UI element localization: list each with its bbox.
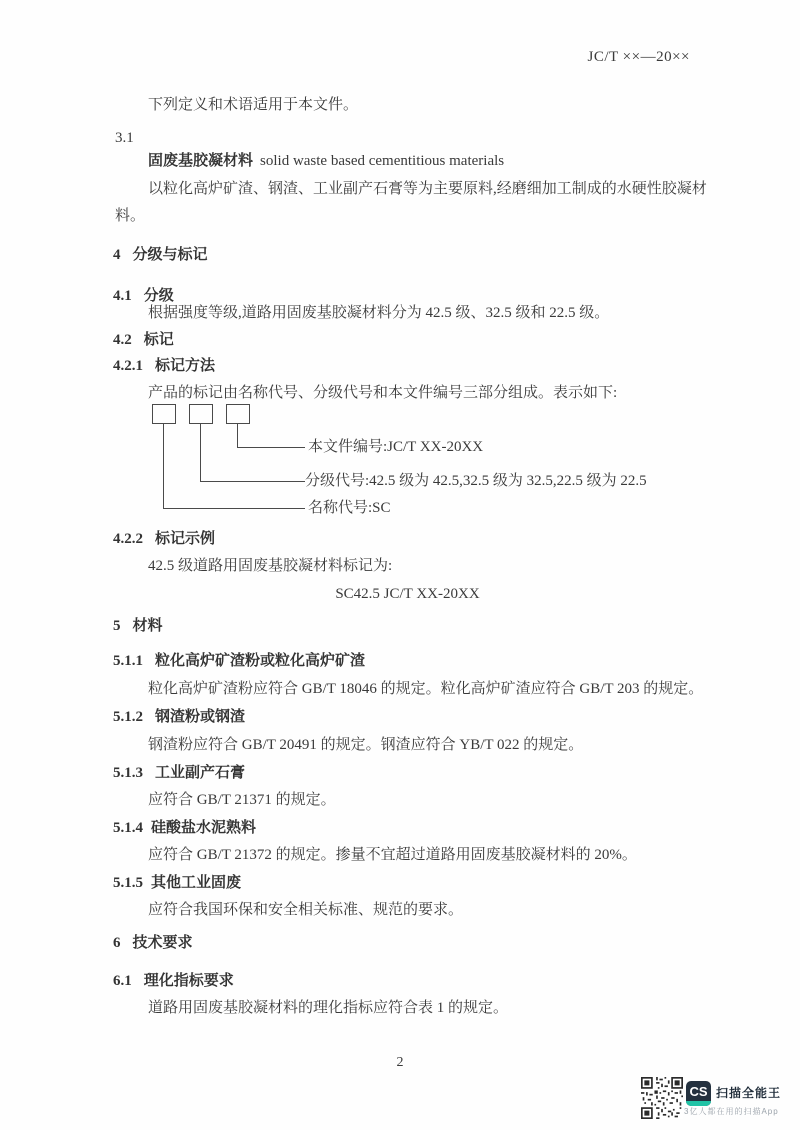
heading-4-2-1-title: 标记方法 bbox=[155, 357, 216, 374]
term-title-english: solid waste based cementitious materials bbox=[260, 153, 505, 169]
heading-4-2-2-number: 4.2.2 bbox=[113, 531, 143, 547]
marking-diagram-label-grade-code: 分级代号:42.5 级为 42.5,32.5 级为 32.5,22.5 级为 22.5 bbox=[305, 473, 647, 489]
paragraph-4-2-1: 产品的标记由名称代号、分级代号和本文件编号三部分组成。表示如下: bbox=[148, 385, 618, 401]
heading-5-1-5-title: 其他工业固废 bbox=[151, 874, 242, 891]
heading-6 bbox=[113, 933, 193, 953]
paragraph-5-1-3: 应符合 GB/T 21371 的规定。 bbox=[148, 792, 336, 808]
marking-diagram-box-doc-number bbox=[226, 404, 250, 424]
term-title-chinese: 固废基胶凝材料 bbox=[148, 152, 254, 169]
heading-6-number: 6 bbox=[113, 935, 121, 951]
heading-6-1-number: 6.1 bbox=[113, 973, 132, 989]
heading-4-1-title: 分级 bbox=[143, 287, 174, 304]
heading-5-1-3-title: 工业副产石膏 bbox=[155, 764, 246, 781]
heading-5-number: 5 bbox=[113, 618, 121, 634]
paragraph-4-1: 根据强度等级,道路用固废基胶凝材料分为 42.5 级、32.5 级和 22.5 级。 bbox=[148, 305, 610, 321]
heading-5-1-4 bbox=[113, 818, 256, 838]
term-title bbox=[148, 151, 504, 171]
paragraph-5-1-2: 钢渣粉应符合 GB/T 20491 的规定。钢渣应符合 YB/T 022 的规定。 bbox=[148, 737, 584, 753]
paragraph-4-2-2: 42.5 级道路用固废基胶凝材料标记为: bbox=[148, 558, 393, 574]
term-definition-line1: 以粒化高炉矿渣、钢渣、工业副产石膏等为主要原料,经磨细加工制成的水硬性胶凝材 bbox=[148, 181, 707, 197]
marking-diagram-connector-name-code bbox=[163, 423, 305, 509]
heading-5-title: 材料 bbox=[132, 617, 163, 634]
paragraph-5-1-5: 应符合我国环保和安全相关标准、规范的要求。 bbox=[148, 902, 464, 918]
heading-5-1-4-number: 5.1.4 bbox=[113, 820, 143, 836]
camscanner-logo-icon bbox=[686, 1081, 711, 1106]
heading-6-1 bbox=[113, 971, 234, 991]
marking-example: SC42.5 JC/T XX-20XX bbox=[335, 586, 480, 602]
paragraph-6-1: 道路用固废基胶凝材料的理化指标应符合表 1 的规定。 bbox=[148, 1000, 509, 1016]
qr-code-icon bbox=[641, 1077, 683, 1119]
heading-6-title: 技术要求 bbox=[132, 934, 193, 951]
heading-5-1-4-title: 硅酸盐水泥熟料 bbox=[151, 819, 257, 836]
heading-6-1-title: 理化指标要求 bbox=[143, 972, 234, 989]
heading-5-1-2 bbox=[113, 707, 245, 727]
heading-5-1-3-number: 5.1.3 bbox=[113, 765, 143, 781]
heading-4-2-1 bbox=[113, 356, 215, 376]
heading-5-1-1-title: 粒化高炉矿渣粉或粒化高炉矿渣 bbox=[155, 652, 366, 669]
heading-4-2-2 bbox=[113, 529, 215, 549]
term-definition-line2: 料。 bbox=[115, 208, 146, 224]
heading-5-1-5 bbox=[113, 873, 241, 893]
camscanner-logo-text: CS bbox=[689, 1084, 708, 1099]
marking-diagram-box-name-code bbox=[152, 404, 176, 424]
heading-4-2-number: 4.2 bbox=[113, 332, 132, 348]
heading-4-2-title: 标记 bbox=[143, 331, 174, 348]
heading-5 bbox=[113, 616, 163, 636]
camscanner-tagline: 3亿人都在用的扫描App bbox=[684, 1107, 779, 1116]
camscanner-brand-name: 扫描全能王 bbox=[716, 1086, 782, 1100]
heading-4-2-2-title: 标记示例 bbox=[155, 530, 216, 547]
heading-4-2-1-number: 4.2.1 bbox=[113, 358, 143, 374]
heading-4-number: 4 bbox=[113, 247, 121, 263]
heading-5-1-2-title: 钢渣粉或钢渣 bbox=[155, 708, 246, 725]
marking-diagram-box-grade-code bbox=[189, 404, 213, 424]
heading-5-1-3 bbox=[113, 763, 245, 783]
terms-intro: 下列定义和术语适用于本文件。 bbox=[148, 97, 359, 113]
paragraph-5-1-1: 粒化高炉矿渣粉应符合 GB/T 18046 的规定。粒化高炉矿渣应符合 GB/T 203 的规定。 bbox=[148, 681, 704, 697]
heading-4-title: 分级与标记 bbox=[132, 246, 208, 263]
doc-code-header: JC/T ××—20×× bbox=[587, 49, 690, 65]
heading-5-1-1-number: 5.1.1 bbox=[113, 653, 143, 669]
heading-4-2 bbox=[113, 330, 174, 350]
heading-5-1-1 bbox=[113, 651, 365, 671]
heading-5-1-5-number: 5.1.5 bbox=[113, 875, 143, 891]
heading-5-1-2-number: 5.1.2 bbox=[113, 709, 143, 725]
page-number: 2 bbox=[396, 1055, 404, 1070]
term-number: 3.1 bbox=[115, 130, 134, 146]
heading-4 bbox=[113, 245, 208, 265]
heading-4-1-number: 4.1 bbox=[113, 288, 132, 304]
marking-diagram-label-doc-number: 本文件编号:JC/T XX-20XX bbox=[308, 439, 484, 455]
paragraph-5-1-4: 应符合 GB/T 21372 的规定。掺量不宜超过道路用固废基胶凝材料的 20%。 bbox=[148, 847, 637, 863]
marking-diagram-label-name-code: 名称代号:SC bbox=[308, 500, 391, 516]
